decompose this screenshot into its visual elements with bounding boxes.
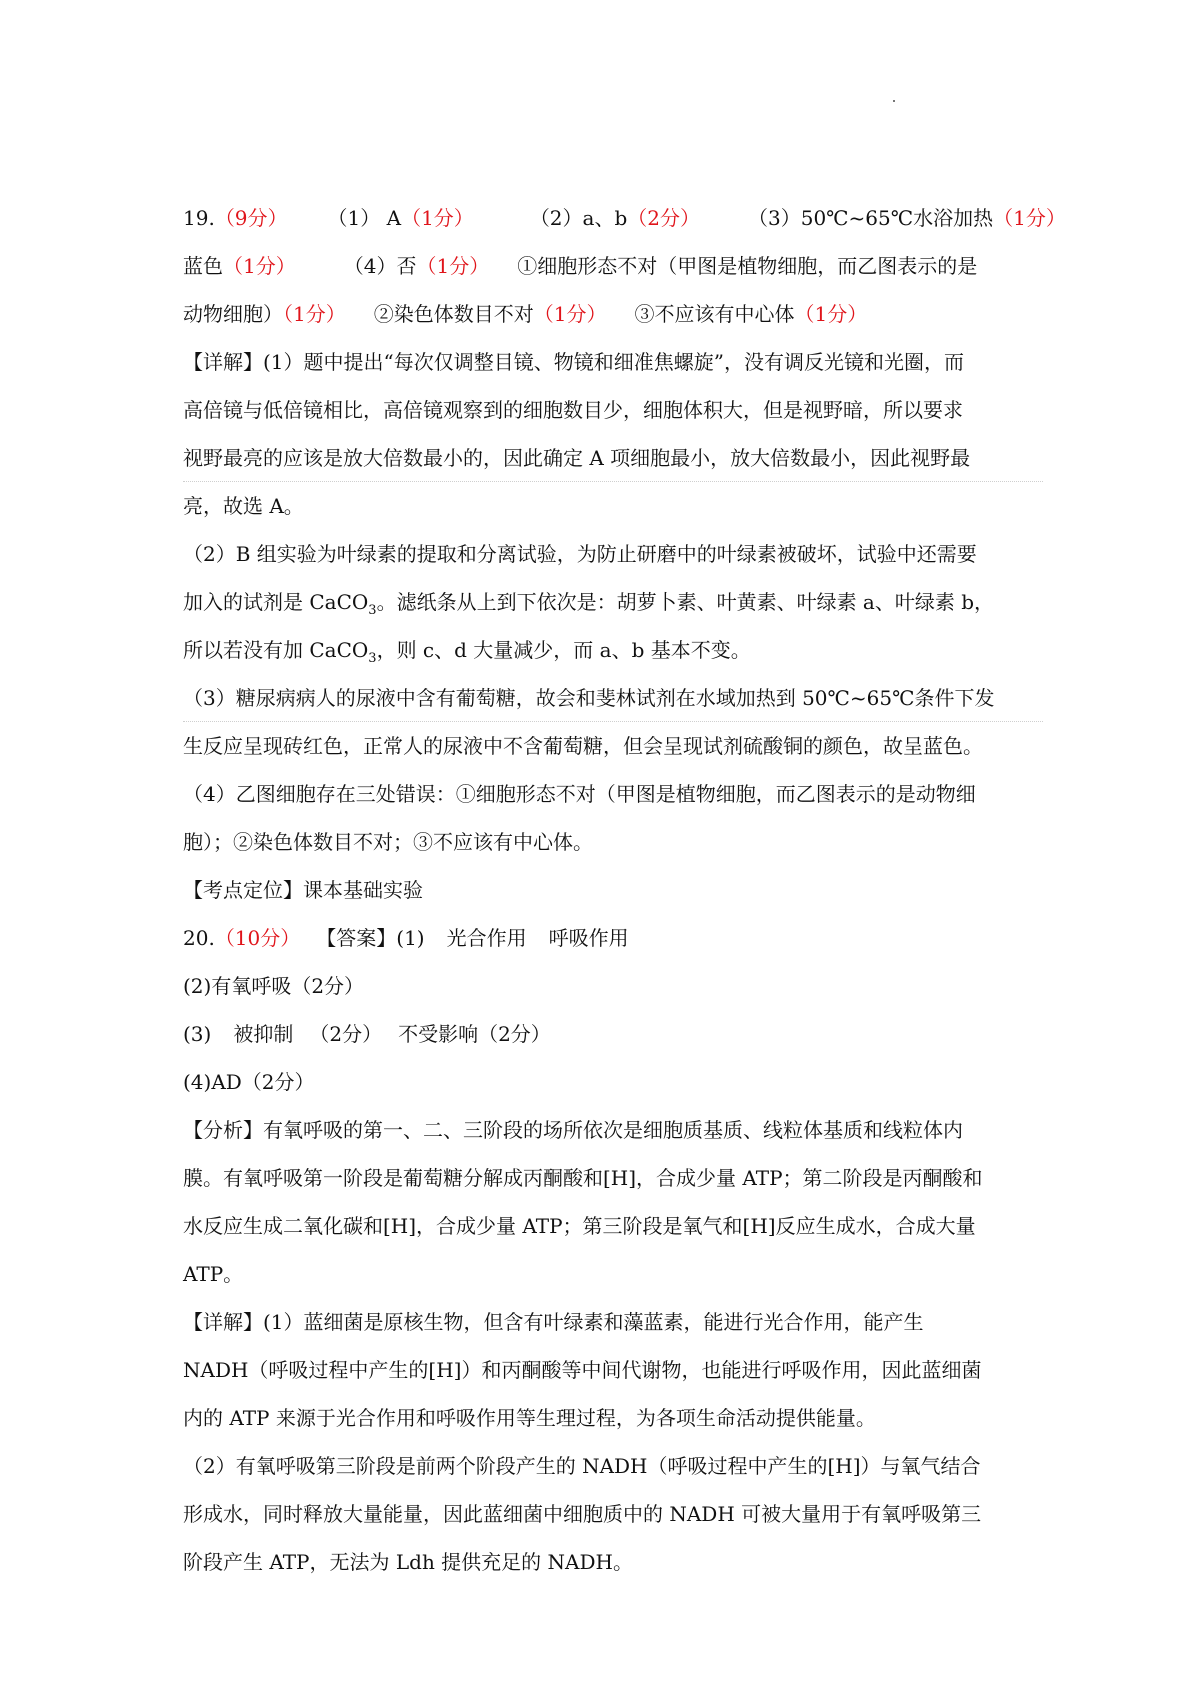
q19-3b-points: （1分） [223,254,296,278]
q19-detail-line: 所以若没有加 CaCO$_3$，则 c、d 大量减少，而 a、b 基本不变。 [183,638,751,666]
q19-4-points: （1分） [416,254,490,278]
q20-1-answer-b: 呼吸作用 [548,926,629,950]
q19-detail-line: 生反应呈现砖红色，正常人的尿液中不含葡萄糖，但会呈现试剂硫酸铜的颜色，故呈蓝色。 [183,734,983,758]
q20-line-4: (4)AD（2分） [183,1070,315,1094]
q19-knowledge-point: 【考点定位】课本基础实验 [183,878,423,902]
q20-analysis-line: 水反应生成二氧化碳和[H]，合成少量 ATP；第三阶段是氧气和[H]反应生成水，合成大量 [183,1214,976,1238]
q20-3-number: (3) [183,1022,212,1046]
q19-2-answer: （2）a、b [529,206,628,230]
q20-detail-line: 【详解】(1）蓝细菌是原核生物，但含有叶绿素和藻蓝素，能进行光合作用，能产生 [183,1310,924,1334]
q20-detail-line: 内的 ATP 来源于光合作用和呼吸作用等生理过程，为各项生命活动提供能量。 [183,1406,876,1430]
q20-1-answer-a: 光合作用 [446,926,527,950]
q20-3-answer-a-points: （2分） [309,1022,383,1046]
q19-4-error-1-cont: 动物细胞） [183,302,283,326]
q19-1-points: （1分） [401,206,474,230]
q20-analysis-line: ATP。 [183,1262,244,1286]
q19-detail-line: 加入的试剂是 CaCO$_3$。滤纸条从上到下依次是：胡萝卜素、叶黄素、叶绿素 a、叶绿素 b， [183,590,995,618]
q20-line-3 [183,1010,1043,1058]
q19-2-points: （2分） [627,206,700,230]
q19-3-answer-cont: 蓝色 [183,254,223,278]
q20-detail-line: 形成水，同时释放大量能量，因此蓝细菌中细胞质中的 NADH 可被大量用于有氧呼吸第三 [183,1502,982,1526]
q19-3-points: （1分） [993,206,1066,230]
q19-points: （9分） [214,206,288,230]
q19-4c-points: （1分） [794,302,868,326]
q20-line-1 [183,914,1043,962]
q20-3-answer-a: 被抑制 [233,1022,294,1046]
q20-analysis-line: 膜。有氧呼吸第一阶段是葡萄糖分解成丙酮酸和[H]，合成少量 ATP；第二阶段是丙酮酸和 [183,1166,983,1190]
q19-detail-line: 视野最亮的应该是放大倍数最小的，因此确定 A 项细胞最小，放大倍数最小，因此视野最 [183,434,1043,482]
q19-3-answer: （3）50℃~65℃水浴加热 [748,206,994,230]
q19-4-answer: （4）否 [343,254,417,278]
q19-line-1 [183,194,1066,242]
q19-4a-points: （1分） [283,302,346,326]
q19-detail-line: 高倍镜与低倍镜相比，高倍镜观察到的细胞数目少，细胞体积大，但是视野暗，所以要求 [183,398,963,422]
q19-detail-line: （4）乙图细胞存在三处错误：①细胞形态不对（甲图是植物细胞，而乙图表示的是动物细 [183,782,976,806]
stray-dot [893,100,895,102]
q19-line-2 [183,242,1043,290]
q19-number: 19. [183,206,215,230]
q19-detail-line: （3）糖尿病病人的尿液中含有葡萄糖，故会和斐林试剂在水域加热到 50℃~65℃条件下发 [183,674,1043,722]
q20-points: （10分） [214,926,301,950]
q19-4-error-1: ①细胞形态不对（甲图是植物细胞，而乙图表示的是 [517,254,978,278]
answer-content [183,194,1066,1586]
q19-4-error-2: ②染色体数目不对 [373,302,534,326]
q20-detail-line: NADH（呼吸过程中产生的[H]）和丙酮酸等中间代谢物，也能进行呼吸作用，因此蓝细菌 [183,1358,982,1382]
q19-4b-points: （1分） [533,302,607,326]
q20-number: 20. [183,926,215,950]
q19-detail-line: 胞）；②染色体数目不对；③不应该有中心体。 [183,830,593,854]
q19-4-error-3: ③不应该有中心体 [634,302,795,326]
q20-line-2: (2)有氧呼吸（2分） [183,974,365,998]
q19-detail-line: 亮，故选 A。 [183,494,304,518]
q19-line-3 [183,290,1043,338]
q19-detail-line: 【详解】(1）题中提出“每次仅调整目镜、物镜和细准焦螺旋”，没有调反光镜和光圈，而 [183,350,964,374]
q20-detail-line: 阶段产生 ATP，无法为 Ldh 提供充足的 NADH。 [183,1550,633,1574]
q20-answer-label: 【答案】(1) [316,926,425,950]
q20-3-answer-b: 不受影响（2分） [398,1022,551,1046]
q19-detail-line: （2）B 组实验为叶绿素的提取和分离试验，为防止研磨中的叶绿素被破坏，试验中还需要 [183,542,977,566]
q20-analysis-line: 【分析】有氧呼吸的第一、二、三阶段的场所依次是细胞质基质、线粒体基质和线粒体内 [183,1118,963,1142]
q20-detail-line: （2）有氧呼吸第三阶段是前两个阶段产生的 NADH（呼吸过程中产生的[H]）与氧气结合 [183,1454,981,1478]
q19-1-answer: （1） A [327,206,402,230]
